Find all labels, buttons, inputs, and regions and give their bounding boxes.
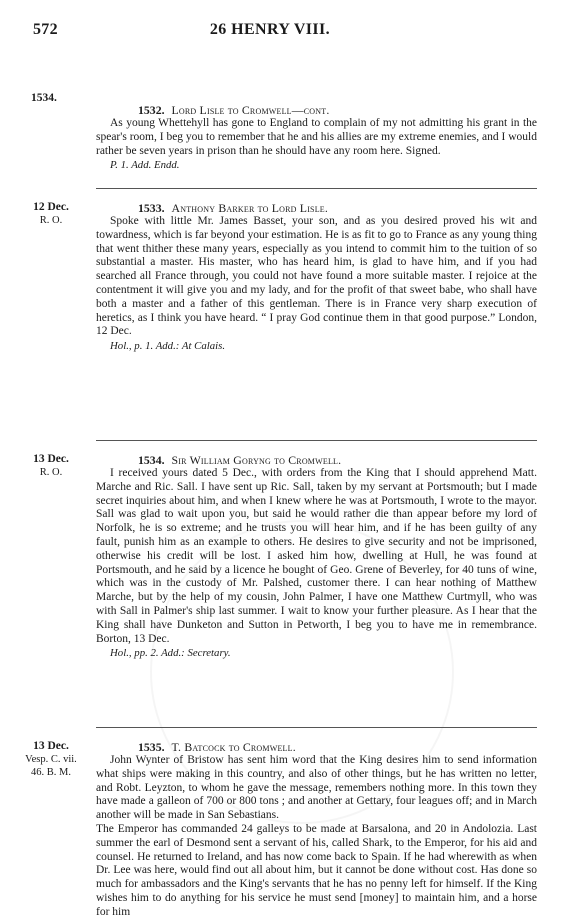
entry-divider: [96, 440, 537, 441]
entry-note: Hol., p. 1. Add.: At Calais.: [110, 340, 226, 353]
entry-heading: Sir William Goryng to Cromwell.: [171, 453, 342, 467]
entry-number: 1535.: [138, 740, 165, 754]
entry-heading: Anthony Barker to Lord Lisle.: [171, 201, 329, 215]
entry-divider: [96, 727, 537, 728]
entry-main: [96, 453, 537, 661]
entry-source-ref: Vesp. C. vii. 46. B. M.: [25, 754, 77, 778]
entry-margin: [22, 201, 80, 227]
entry-date: 13 Dec.: [33, 453, 69, 465]
entry-heading: T. Batcock to Cromwell.: [171, 740, 296, 754]
page-number: 572: [33, 21, 58, 38]
entry-date: 13 Dec.: [33, 740, 69, 752]
entry-number: 1532.: [138, 103, 165, 117]
entry-date: 12 Dec.: [33, 201, 69, 213]
entry-body: Spoke with little Mr. James Basset, your son, and as you desired proved his wit and towardness, which is far beyond your estimation. He is as fit to go to France as any young thing that went thither these many years, especially as you intend to commit him to the tuition of so substantial a master. His master, who has heard him, is glad to have him, and if you had searched all France through, you could not have found a more suitable master. I rejoice at the contentment it will give you and my lady, and for the profit of that sweet babe, who shall have both a master and a father of this gentleman. There is in France very sharp execution of heretics, as I think you have heard. “ I pray God continue them in that good purpose.” London, 12 Dec.: [96, 215, 537, 338]
entry-source-ref: R. O.: [39, 215, 63, 226]
entry-title: [96, 103, 537, 117]
entry-main: [96, 103, 537, 173]
entry-number: 1533.: [138, 201, 165, 215]
entry-body: The Emperor has commanded 24 galleys to be made at Barsalona, and 20 in Andolozia. Last summer the earl of Desmond sent a servant of his, called Shark, to the Emperor, for his aid and counsel. He returned to Ireland, and has now come back to Spain. If he had wherewith as when Dr. Lee was here, would find out all about him, but it cannot be done without cost. Has done so much for ambassadors and the King's servants that he has no penny left for himself. If the King wishes him to do anything for his service he must send [money] to maintain him, and a horse for him: [96, 822, 537, 918]
entry-main: [96, 201, 537, 354]
entry-divider: [96, 188, 537, 189]
page-header: [33, 21, 547, 43]
entry-note: Hol., pp. 2. Add.: Secretary.: [110, 647, 231, 660]
entry-title: [96, 201, 537, 215]
entry-body: John Wynter of Bristow has sent him word that the King desires him to send information what ships were making in this country, and also of other things, but he has written no letter, and Robt. Leyzton, to whom he gave the message, remembers nothing more. In this town they have made a galleon of 700 or 800 tons ; and another at Gettary, four leagues off; and in March another will be made in San Sebastians.: [96, 754, 537, 822]
entry-body: As young Whettehyll has gone to England to complain of my not admitting his grant in the spear's room, I beg you to remember that he and his allies are my extreme enemies, and I would rather be seven years in prison than he should have any room here. Signed.: [96, 117, 537, 157]
entry-heading: Lord Lisle to Cromwell—cont.: [171, 103, 330, 117]
entry-main: [96, 740, 537, 920]
entry-number: 1534.: [138, 453, 165, 467]
entry-margin: [22, 453, 80, 479]
margin-year: 1534.: [31, 92, 57, 104]
entry-margin: [22, 740, 80, 779]
entry-title: [96, 740, 537, 754]
entry-note: P. 1. Add. Endd.: [110, 159, 180, 172]
entry-title: [96, 453, 537, 467]
running-head: 26 HENRY VIII.: [209, 21, 331, 38]
entry-body: I received yours dated 5 Dec., with orders from the King that I should apprehend Matt. Marche and Ric. Sall. I have sent up Ric. Sall, taken by my servant at Portsmouth; but I made secret inquiries about him, and when I knew where he was at Portsmouth, I wrote to the mayor. Sall was glad to wait upon you, but said he would rather die than appear before my lord of Norfolk, he is so extreme; and he trusts you will hear him, and if he has been guilty of any fault, punish him as an example to others. He desires to give security and not be imprisoned, otherwise his credit will be lost. I asked him how, dwelling at Hull, he was found at Portsmouth, and he said by a licence he bought of Geo. Grene of Beverley, for 40 tuns of wine, which was in the custody of Mr. Palshed, customer there. I can hear nothing of Matthew Marche, but by the help of my cousin, John Palmer, I have one Matthew Curtmyll, who was with Sall in Palmer's ship last summer. I wait to know your further pleasure. As I hear that the King shall have Dunketon and Sutton in Petworth, I beg you to have me in remembrance. Borton, 13 Dec.: [96, 467, 537, 645]
entry-source-ref: R. O.: [39, 467, 63, 478]
